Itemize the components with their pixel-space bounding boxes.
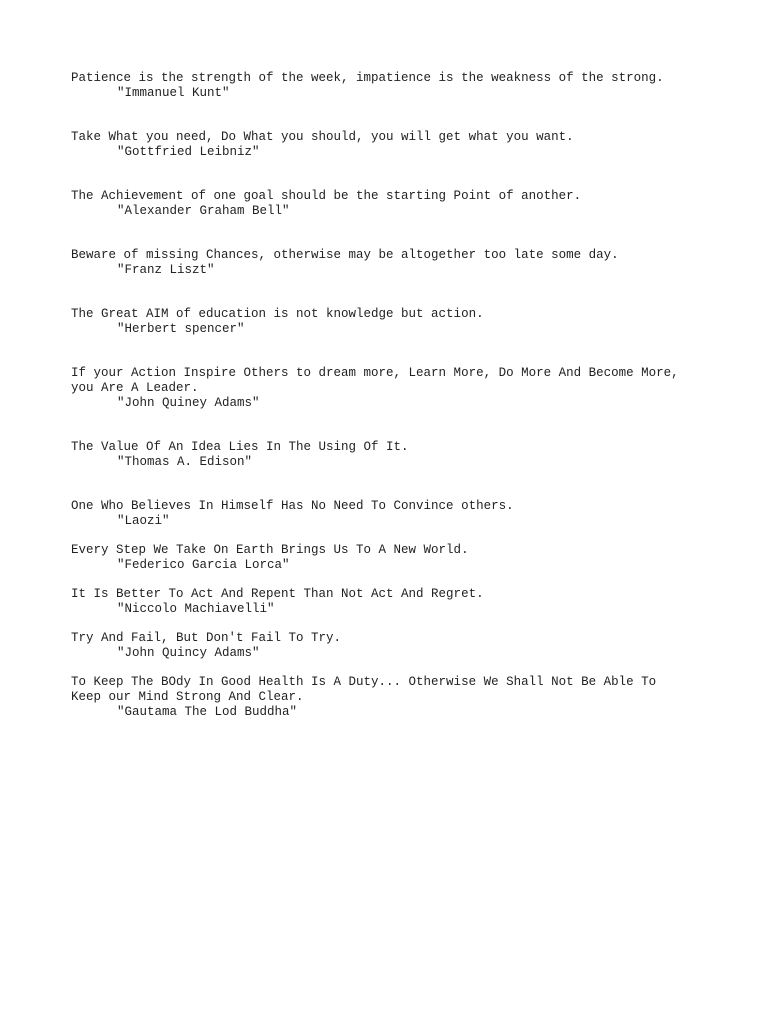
quote-author: "Herbert spencer" xyxy=(117,322,245,336)
quote-text: It Is Better To Act And Repent Than Not Act And Regret. xyxy=(71,587,484,601)
quote-8 xyxy=(71,499,711,529)
quote-text: The Value Of An Idea Lies In The Using Of It. xyxy=(71,440,409,454)
spacer xyxy=(71,661,711,675)
spacer xyxy=(71,337,711,366)
quote-author: "Alexander Graham Bell" xyxy=(117,204,290,218)
quote-2 xyxy=(71,130,711,160)
quote-6 xyxy=(71,366,711,411)
quote-text: Try And Fail, But Don't Fail To Try. xyxy=(71,631,342,645)
quote-5 xyxy=(71,307,711,337)
quote-text: The Great AIM of education is not knowledge but action. xyxy=(71,307,484,321)
quote-author: "Federico Garcia Lorca" xyxy=(117,558,290,572)
quote-1 xyxy=(71,71,711,101)
quote-text: Beware of missing Chances, otherwise may be altogether too late some day. xyxy=(71,248,619,262)
quote-3 xyxy=(71,189,711,219)
quote-author: "Gottfried Leibniz" xyxy=(117,145,260,159)
quote-text: One Who Believes In Himself Has No Need To Convince others. xyxy=(71,499,514,513)
quote-author: "Laozi" xyxy=(117,514,170,528)
quote-11 xyxy=(71,631,711,661)
spacer xyxy=(71,617,711,631)
spacer xyxy=(71,470,711,499)
spacer xyxy=(71,278,711,307)
quote-text: Patience is the strength of the week, impatience is the weakness of the strong. xyxy=(71,71,664,85)
quote-text: Every Step We Take On Earth Brings Us To A New World. xyxy=(71,543,469,557)
quote-author: "John Quincy Adams" xyxy=(117,646,260,660)
spacer xyxy=(71,411,711,440)
quote-text: The Achievement of one goal should be the starting Point of another. xyxy=(71,189,582,203)
quote-author: "Niccolo Machiavelli" xyxy=(117,602,275,616)
quote-9 xyxy=(71,543,711,573)
spacer xyxy=(71,101,711,130)
quote-12 xyxy=(71,675,711,720)
spacer xyxy=(71,160,711,189)
spacer xyxy=(71,219,711,248)
spacer xyxy=(71,573,711,587)
quote-10 xyxy=(71,587,711,617)
quotes-document xyxy=(71,71,711,720)
quote-4 xyxy=(71,248,711,278)
quote-text: Take What you need, Do What you should, you will get what you want. xyxy=(71,130,574,144)
spacer xyxy=(71,529,711,543)
quote-text: If your Action Inspire Others to dream more, Learn More, Do More And Become More, you Are A Leader. xyxy=(71,366,679,395)
quote-author: "Immanuel Kunt" xyxy=(117,86,230,100)
quote-author: "Franz Liszt" xyxy=(117,263,215,277)
quote-author: "John Quiney Adams" xyxy=(117,396,260,410)
quote-author: "Thomas A. Edison" xyxy=(117,455,253,469)
quote-text: To Keep The BOdy In Good Health Is A Duty... Otherwise We Shall Not Be Able To Keep our Mind Strong And Clear. xyxy=(71,675,657,704)
quote-author: "Gautama The Lod Buddha" xyxy=(117,705,298,719)
quote-7 xyxy=(71,440,711,470)
